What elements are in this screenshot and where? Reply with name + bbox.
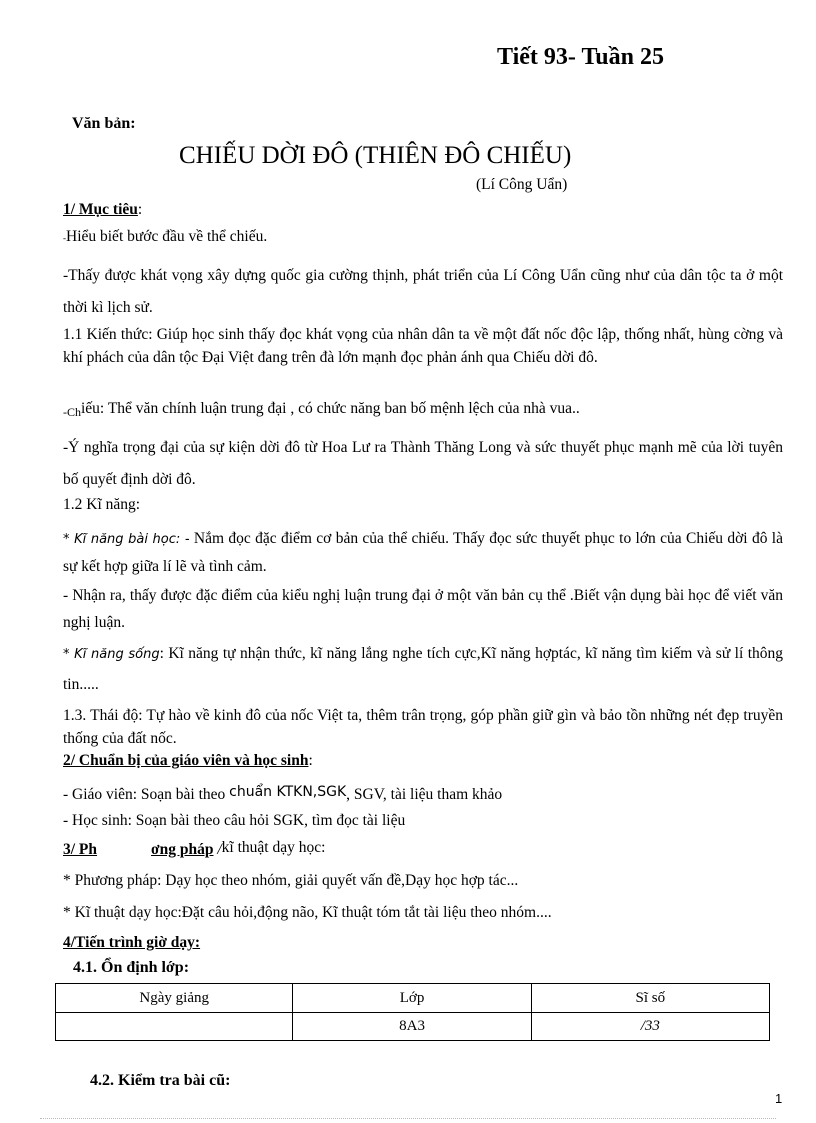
life-skills-label: * Kĩ năng sống (63, 647, 160, 662)
teacher-prep-c: , SGV, tài liệu tham khảo (346, 786, 503, 803)
knowledge-para: 1.1 Kiến thức: Giúp học sinh thấy đọc khát vọng của nhân dân ta về một đất nốc độc lập, thống nhất, hùng cờng và khí phách của dân tộc Đại Việt đang trên đà lớn mạnh đọc phản ánh qua Chiếu dời đô. (63, 326, 783, 366)
life-skills-text: : Kĩ năng tự nhận thức, kĩ năng lắng nghe tích cực,Kĩ năng hợptác, kĩ năng tìm kiếm và sử lí thông tin..... (63, 645, 783, 693)
cell-date (56, 1013, 293, 1041)
cell-count-text: /33 (640, 1018, 660, 1034)
teacher-prep (63, 783, 502, 804)
lesson-skills-text: Nắm đọc đặc điểm cơ bản của thể chiếu. Thấy đọc sức thuyết phục to lớn của Chiếu dời đô là sự kết hợp giữa lí lẽ và tình cảm. (63, 530, 783, 575)
section-3-title-b: ơng pháp (151, 841, 214, 858)
section-1-heading (63, 201, 142, 219)
lesson-skills-label: * Kĩ năng bài học: - (63, 532, 190, 547)
cell-count (531, 1013, 769, 1041)
chieu-prefix: -Ch (63, 405, 81, 419)
section-3-heading (63, 839, 325, 859)
header-cell-count (531, 984, 769, 1013)
technique-line: * Kĩ thuật dạy học:Đặt câu hỏi,động não, Kĩ thuật tóm tắt tài liệu theo nhóm.... (63, 904, 552, 921)
objective-para-2: -Thấy được khát vọng xây dựng quốc gia cường thịnh, phát triển của Lí Công Uẩn cũng như của dân tộc ta ở một thời kì lịch sử. (63, 267, 783, 316)
chieu-definition (63, 400, 580, 421)
section-3-title-a: 3/ Ph (63, 841, 98, 858)
section-1-title: 1/ Mục tiêu (63, 201, 138, 218)
document-title: CHIẾU DỜI ĐÔ (THIÊN ĐÔ CHIẾU) (179, 142, 572, 169)
section-2-title: 2/ Chuẩn bị của giáo viên và học sinh (63, 752, 309, 769)
cell-class-text: 8A3 (399, 1018, 425, 1034)
section-3-slash: / (213, 841, 222, 858)
table-row (56, 1013, 770, 1041)
header-count-text: Sĩ số (635, 989, 666, 1006)
life-skills-para (63, 639, 783, 700)
section-2-heading (63, 752, 313, 770)
section-1-colon: : (137, 201, 143, 218)
significance-para: -Ý nghĩa trọng đại của sự kiện dời đô từ Hoa Lư ra Thành Thăng Long và sức thuyết phục mạnh mẽ của lời tuyên bố quyết định dời đô. (63, 439, 783, 488)
objective-line-1 (63, 228, 267, 247)
method-line: * Phương pháp: Dạy học theo nhóm, giải quyết vấn đề,Dạy học hợp tác... (63, 872, 519, 889)
attendance-table (55, 983, 770, 1041)
header-cell-class (293, 984, 531, 1013)
dash-mark: - (63, 233, 66, 243)
lesson-skills-para (63, 525, 783, 580)
section-3-title-d: kĩ thuật dạy học: (221, 839, 326, 856)
objective-text-1: Hiểu biết bước đầu về thể chiếu. (66, 228, 268, 245)
lesson-header: Tiết 93- Tuần 25 (497, 44, 664, 70)
attitude-para: 1.3. Thái độ: Tự hào về kinh đô của nốc Việt ta, thêm trân trọng, góp phần giữ gìn và bảo tồn những nét đẹp truyền thống của đất nốc. (63, 707, 783, 747)
header-date-text: Ngày giảng (139, 989, 209, 1006)
section-4-heading: 4/Tiến trình giờ dạy: (63, 934, 201, 951)
cell-class (293, 1013, 531, 1041)
identify-para: - Nhận ra, thấy được đặc điểm của kiểu nghị luận trung đại ở một văn bản cụ thể .Biết vận dụng bài học để viết văn nghị luận. (63, 587, 783, 631)
teacher-prep-a: - Giáo viên: Soạn bài theo (63, 786, 230, 803)
check-old-lesson-heading: 4.2. Kiểm tra bài cũ: (90, 1072, 231, 1089)
skills-heading: 1.2 Kĩ năng: (63, 496, 141, 513)
author: (Lí Công Uẩn) (476, 176, 568, 193)
chieu-text: iếu: Thể văn chính luận trung đại , có chức năng ban bố mệnh lệch của nhà vua.. (81, 400, 580, 417)
section-3-gap (97, 841, 151, 859)
page-number: 1 (775, 1091, 783, 1106)
header-class-text: Lớp (399, 989, 425, 1006)
teacher-prep-b: chuẩn KTKN,SGK (229, 784, 347, 800)
doc-type-label: Văn bản: (72, 115, 136, 132)
stabilize-class-heading: 4.1. Ổn định lớp: (73, 959, 190, 976)
footer-divider (40, 1118, 776, 1119)
header-cell-date (56, 984, 293, 1013)
section-2-colon: : (308, 752, 313, 769)
student-prep: - Học sinh: Soạn bài theo câu hỏi SGK, tìm đọc tài liệu (63, 812, 406, 829)
table-header-row (56, 984, 770, 1013)
